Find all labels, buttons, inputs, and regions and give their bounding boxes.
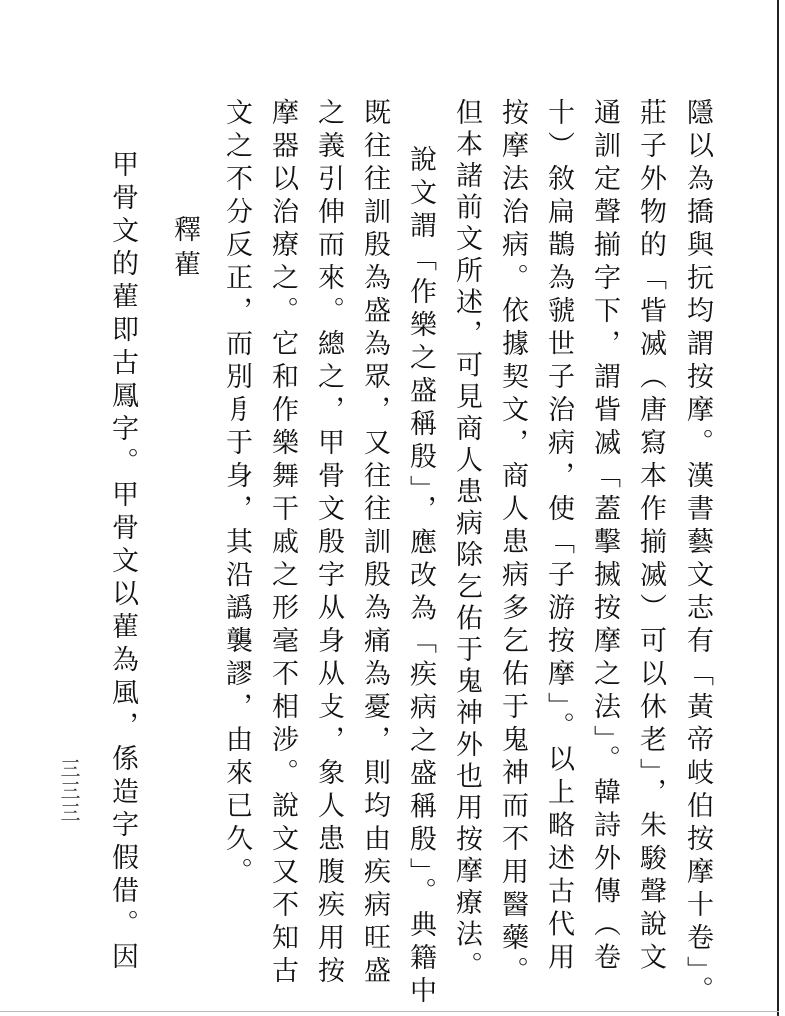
text-column-8: 既往往訓殷為盛為眾，又往往訓殷為痛為憂，則均由疾病旺盛 (359, 98, 390, 989)
text-column-4: 十）敘扁鵲為虢世子治病，使「子游按摩」。以上略述古代用 (543, 98, 574, 976)
text-column-11: 文之不分反正，而別㐆于身，其沿譌襲謬，由來已久。 (221, 98, 252, 890)
text-column-1: 隱以為撟與抏均謂按摩。漢書藝文志有「黃帝岐伯按摩十卷」。 (682, 98, 713, 1009)
text-column-3: 通訓定聲揃字下，謂眥㓕「蓋擊搣按摩之法」。韓詩外傳（卷 (589, 98, 620, 976)
page-number: 三三三 (57, 758, 81, 824)
text-column-2: 莊子外物的「眥㓕（唐寫本作揃㓕）可以休老」，朱駿聲說文 (635, 98, 666, 976)
section-heading: 釋雚 (169, 215, 200, 285)
text-column-6: 但本諸前文所述，可見商人患病除乞佑于鬼神外也用按摩療法。 (451, 98, 482, 983)
text-column-5: 按摩法治病。依據契文，商人患病多乞佑于鬼神而不用醫藥。 (497, 98, 528, 989)
page-edge (777, 0, 779, 1016)
text-column-9: 之義引伸而來。總之，甲骨文殷字从身从攴，象人患腹疾用按 (313, 98, 344, 989)
text-column-7: 說文謂「作樂之盛稱殷」，應改為「疾病之盛稱殷」。典籍中 (405, 145, 436, 1009)
text-column-10: 摩器以治療之。它和作樂舞干戚之形毫不相涉。說文又不知古 (267, 98, 298, 989)
text-column-12: 甲骨文的雚即古鳳字。甲骨文以雚為風，係造字假借。因 (107, 150, 138, 975)
page-edge-bottom (0, 1011, 779, 1012)
